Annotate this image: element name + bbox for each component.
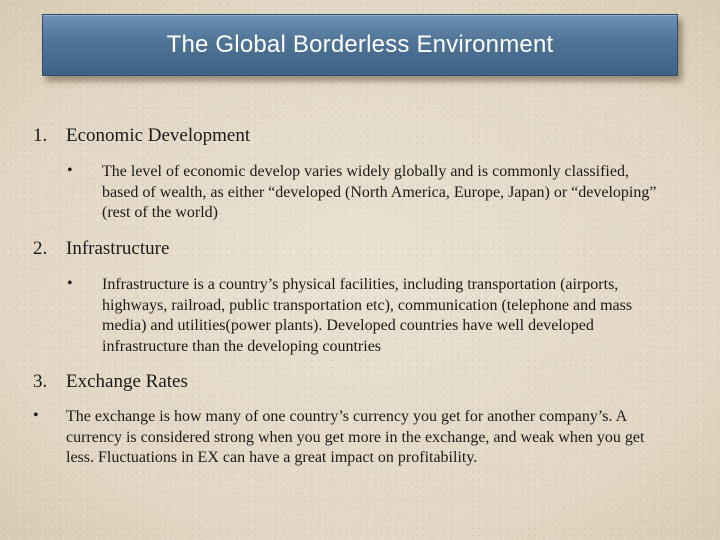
section-heading: Exchange Rates <box>66 371 188 392</box>
section-exchange-rates <box>33 371 188 393</box>
section-infrastructure <box>33 238 169 260</box>
section-heading: Infrastructure <box>66 238 170 259</box>
bullet-marker: • <box>67 275 73 292</box>
section-exchange-rates-point <box>33 407 656 469</box>
section-body-text: Infrastructure is a country’s physical facilities, including transportation (airports, highways, railroad, public transportation etc), communication (telephone and mass media) and utilities(power plants). Developed countries have well developed infrastructure than the developing countries <box>102 276 633 355</box>
section-body-text: The level of economic develop varies widely globally and is commonly classified, based of wealth, as either “developed (North America, Europe, Japan) or “developing” (rest of the world) <box>102 163 657 221</box>
bullet-marker: • <box>33 407 39 424</box>
section-heading: Economic Development <box>66 125 251 146</box>
slide-title: The Global Borderless Environment <box>166 31 554 58</box>
section-infrastructure-point <box>67 275 662 357</box>
section-number: 3. <box>33 371 48 392</box>
section-economic-development-point <box>67 162 662 224</box>
section-economic-development <box>33 125 250 147</box>
section-number: 2. <box>33 238 48 259</box>
section-body-text: The exchange is how many of one country’s currency you get for another company’s. A currency is considered strong when you get more in the exchange, and weak when you get less. Fluctuations in EX can have a great impact on profitability. <box>66 408 645 466</box>
bullet-marker: • <box>67 162 73 179</box>
section-number: 1. <box>33 125 48 146</box>
